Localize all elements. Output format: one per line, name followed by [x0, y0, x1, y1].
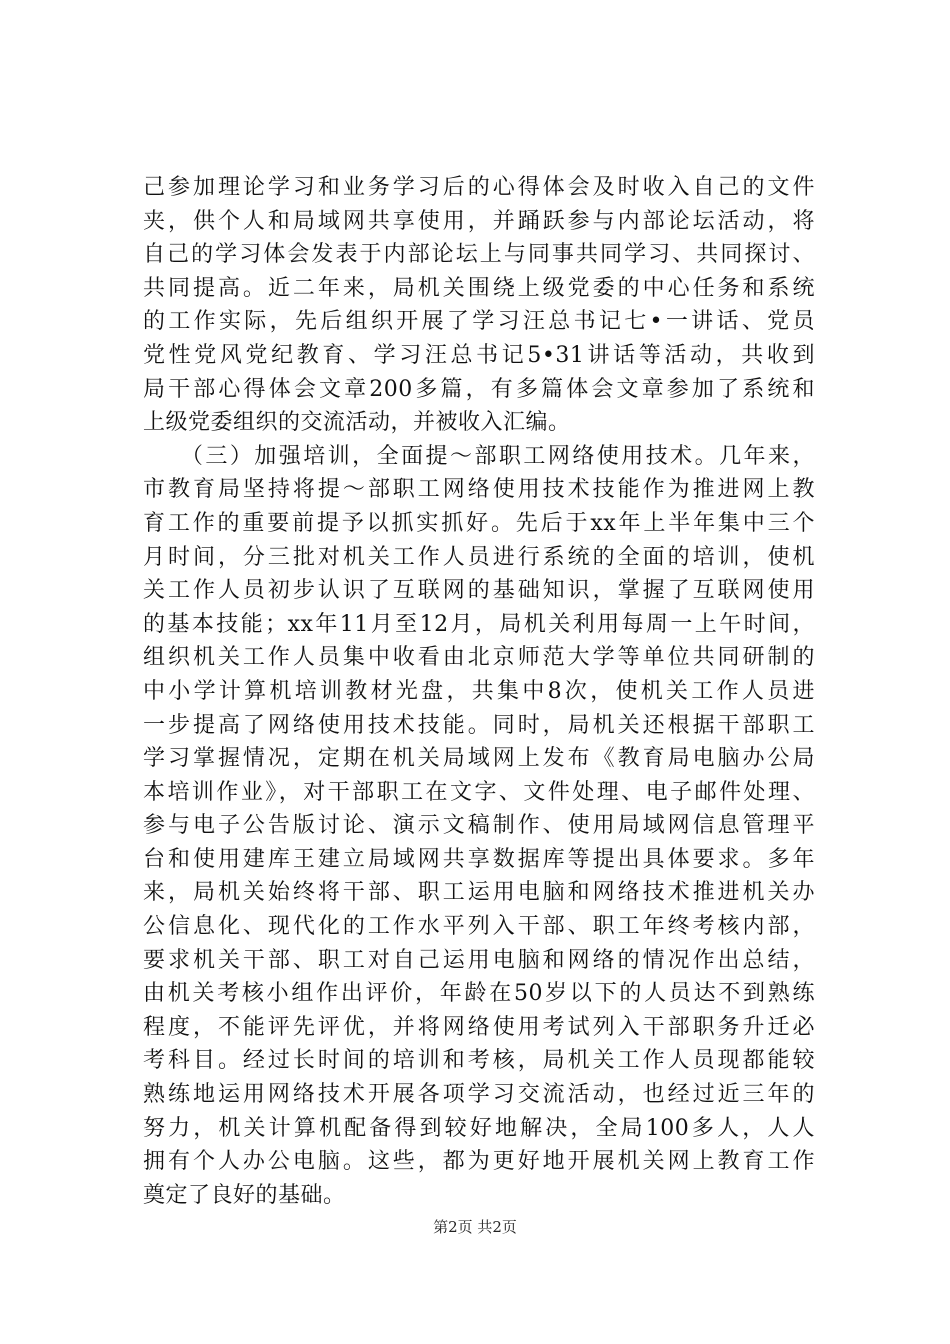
text-line: 熟练地运用网络技术开展各项学习交流活动，也经过近三年的	[143, 1082, 815, 1108]
text-line: 育工作的重要前提予以抓实抓好。先后于xx年上半年集中三个	[143, 510, 815, 536]
text-line: 一步提高了网络使用技术技能。同时，局机关还根据干部职工	[143, 712, 815, 738]
text-line: 关工作人员初步认识了互联网的基础知识，掌握了互联网使用	[143, 578, 815, 604]
text-line: 学习掌握情况，定期在机关局域网上发布《教育局电脑办公局	[143, 746, 815, 772]
text-line: 考科目。经过长时间的培训和考核，局机关工作人员现都能较	[143, 1048, 815, 1074]
text-line: 共同提高。近二年来，局机关围绕上级党委的中心任务和系统	[143, 275, 815, 301]
page-number-footer: 第2页 共2页	[433, 1218, 517, 1236]
text-line: 参与电子公告版讨论、演示文稿制作、使用局域网信息管理平	[143, 813, 815, 839]
text-line: 组织机关工作人员集中收看由北京师范大学等单位共同研制的	[143, 645, 815, 671]
text-line: 自己的学习体会发表于内部论坛上与同事共同学习、共同探讨、	[143, 242, 815, 268]
text-line: （三）加强培训，全面提～部职工网络使用技术。几年来，	[143, 443, 815, 469]
text-line: 公信息化、现代化的工作水平列入干部、职工年终考核内部，	[143, 914, 815, 940]
text-line: 的基本技能；xx年11月至12月，局机关利用每周一上午时间，	[143, 611, 815, 637]
text-line: 由机关考核小组作出评价，年龄在50岁以下的人员达不到熟练	[143, 981, 815, 1007]
text-line: 本培训作业》，对干部职工在文字、文件处理、电子邮件处理、	[143, 779, 815, 805]
text-line: 上级党委组织的交流活动，并被收入汇编。	[143, 410, 571, 436]
text-line: 来，局机关始终将干部、职工运用电脑和网络技术推进机关办	[143, 880, 815, 906]
text-line: 夹，供个人和局域网共享使用，并踊跃参与内部论坛活动，将	[143, 208, 815, 234]
text-line: 月时间，分三批对机关工作人员进行系统的全面的培训，使机	[143, 544, 815, 570]
text-line: 的工作实际，先后组织开展了学习汪总书记七•一讲话、党员	[143, 309, 815, 335]
text-line: 中小学计算机培训教材光盘，共集中8次，使机关工作人员进	[143, 678, 815, 704]
text-line: 程度，不能评先评优，并将网络使用考试列入干部职务升迁必	[143, 1014, 815, 1040]
text-line: 要求机关干部、职工对自己运用电脑和网络的情况作出总结，	[143, 947, 815, 973]
text-line: 奠定了良好的基础。	[143, 1182, 346, 1208]
text-line: 己参加理论学习和业务学习后的心得体会及时收入自己的文件	[143, 175, 815, 200]
text-line: 拥有个人办公电脑。这些，都为更好地开展机关网上教育工作	[143, 1149, 815, 1175]
body-text	[143, 171, 815, 1212]
text-line: 努力，机关计算机配备得到较好地解决，全局100多人，人人	[143, 1115, 815, 1141]
text-line: 局干部心得体会文章200多篇，有多篇体会文章参加了系统和	[143, 376, 815, 402]
text-line: 党性党风党纪教育、学习汪总书记5•31讲话等活动，共收到	[143, 342, 815, 368]
text-line: 台和使用建库王建立局域网共享数据库等提出具体要求。多年	[143, 846, 815, 872]
text-line: 市教育局坚持将提～部职工网络使用技术技能作为推进网上教	[143, 477, 815, 503]
